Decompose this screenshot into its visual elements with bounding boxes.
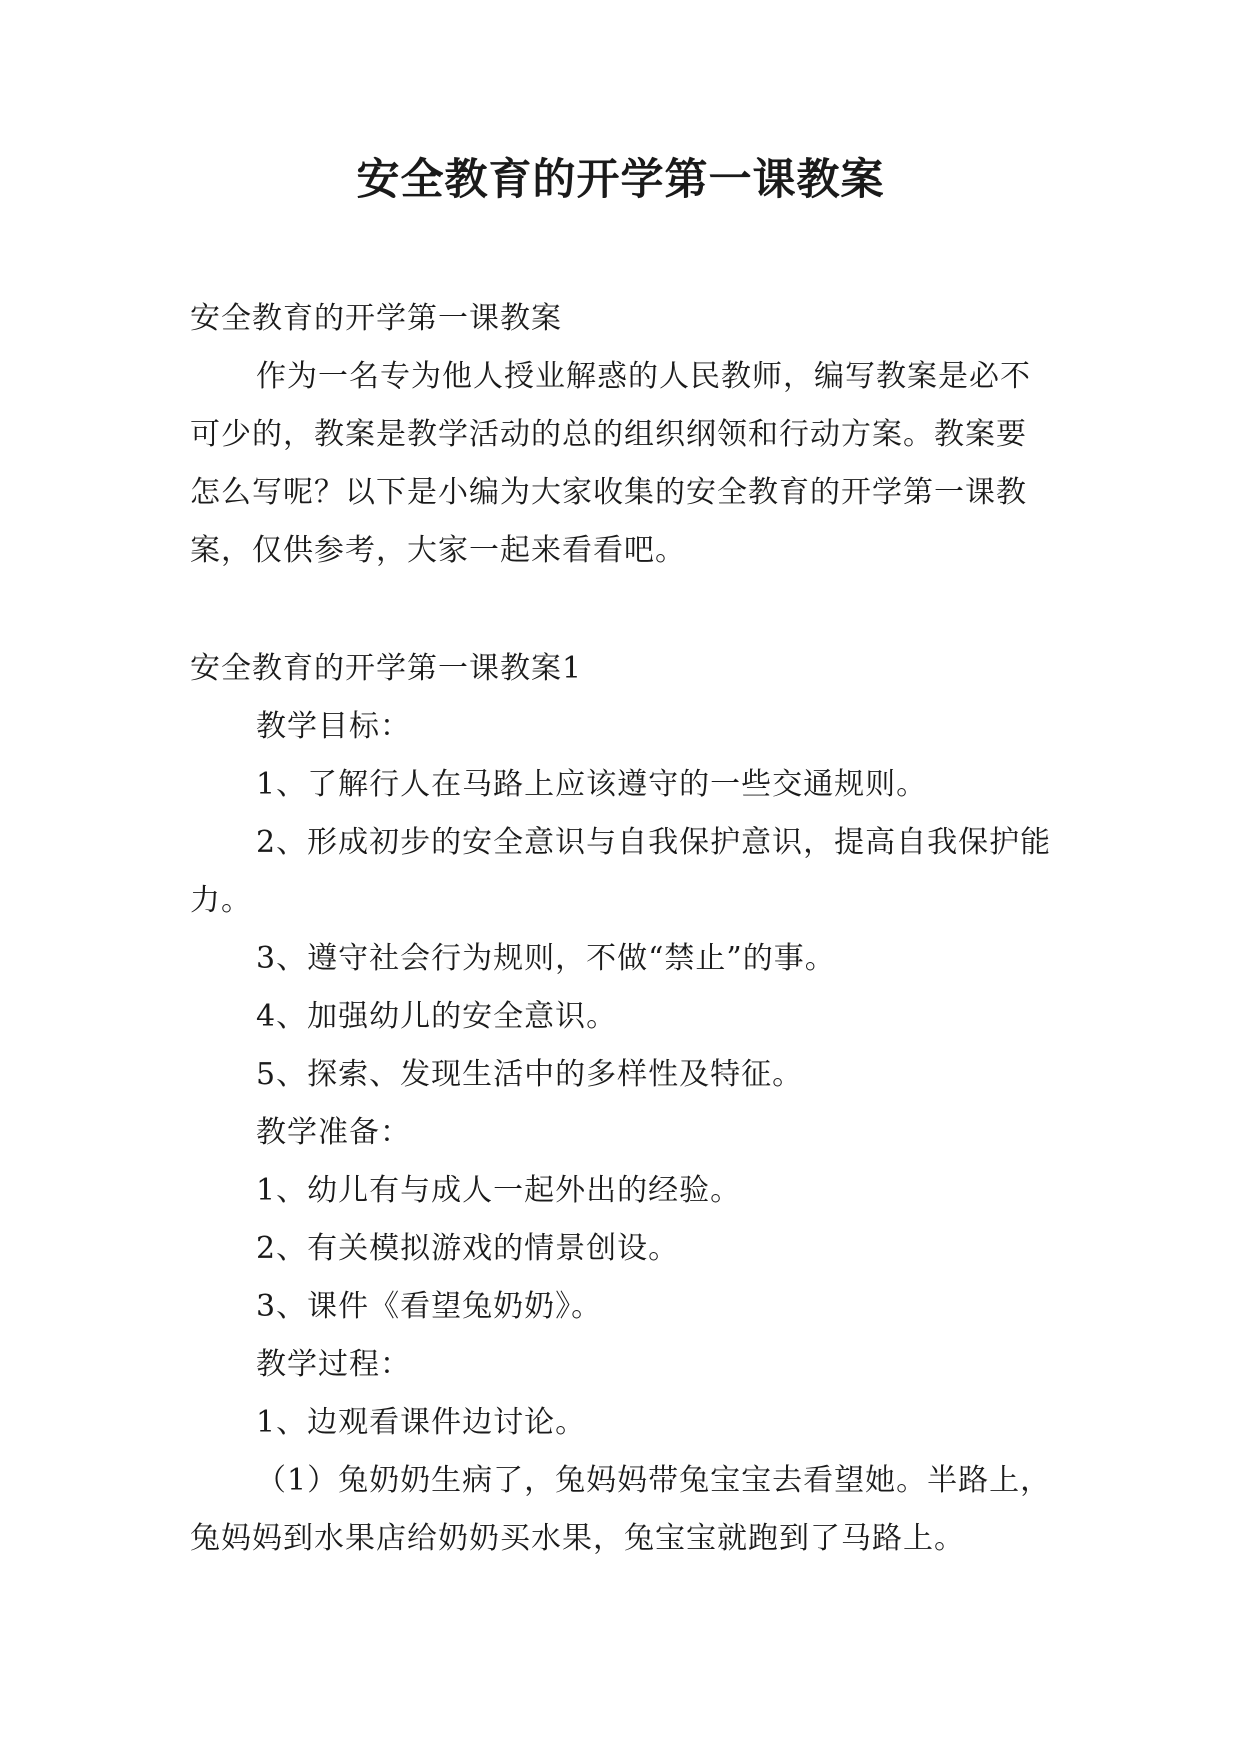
document-title: 安全教育的开学第一课教案 [356,155,885,205]
prep-label: 教学准备： [256,1115,411,1150]
goal-item: 2、形成初步的安全意识与自我保护意识，提高自我保护能力。 [190,825,1052,918]
intro-section [190,290,1052,580]
prep-item: 1、幼儿有与成人一起外出的经验。 [256,1173,742,1208]
process-substep: （1）兔奶奶生病了，兔妈妈带兔宝宝去看望她。半路上，兔妈妈到水果店给奶奶买水果，兔宝宝就跑到了马路上。 [190,1463,1052,1556]
goal-item: 5、探索、发现生活中的多样性及特征。 [256,1057,804,1092]
goals-label: 教学目标： [256,709,411,744]
intro-heading: 安全教育的开学第一课教案 [190,301,562,336]
goal-item: 1、了解行人在马路上应该遵守的一些交通规则。 [256,767,928,802]
prep-item: 2、有关模拟游戏的情景创设。 [256,1231,680,1266]
prep-item: 3、课件《看望兔奶奶》。 [256,1289,603,1324]
process-step: 1、边观看课件边讨论。 [256,1405,587,1440]
section-heading: 安全教育的开学第一课教案1 [190,651,583,686]
goal-item: 4、加强幼儿的安全意识。 [256,999,618,1034]
process-label: 教学过程： [256,1347,411,1382]
lesson-plan-section-1 [190,640,1052,1568]
intro-paragraph: 作为一名专为他人授业解惑的人民教师，编写教案是必不可少的，教案是教学活动的总的组织纲领和行动方案。教案要怎么写呢？以下是小编为大家收集的安全教育的开学第一课教案，仅供参考，大家一起来看看吧。 [190,359,1031,568]
goal-item: 3、遵守社会行为规则，不做“禁止”的事。 [256,941,836,976]
